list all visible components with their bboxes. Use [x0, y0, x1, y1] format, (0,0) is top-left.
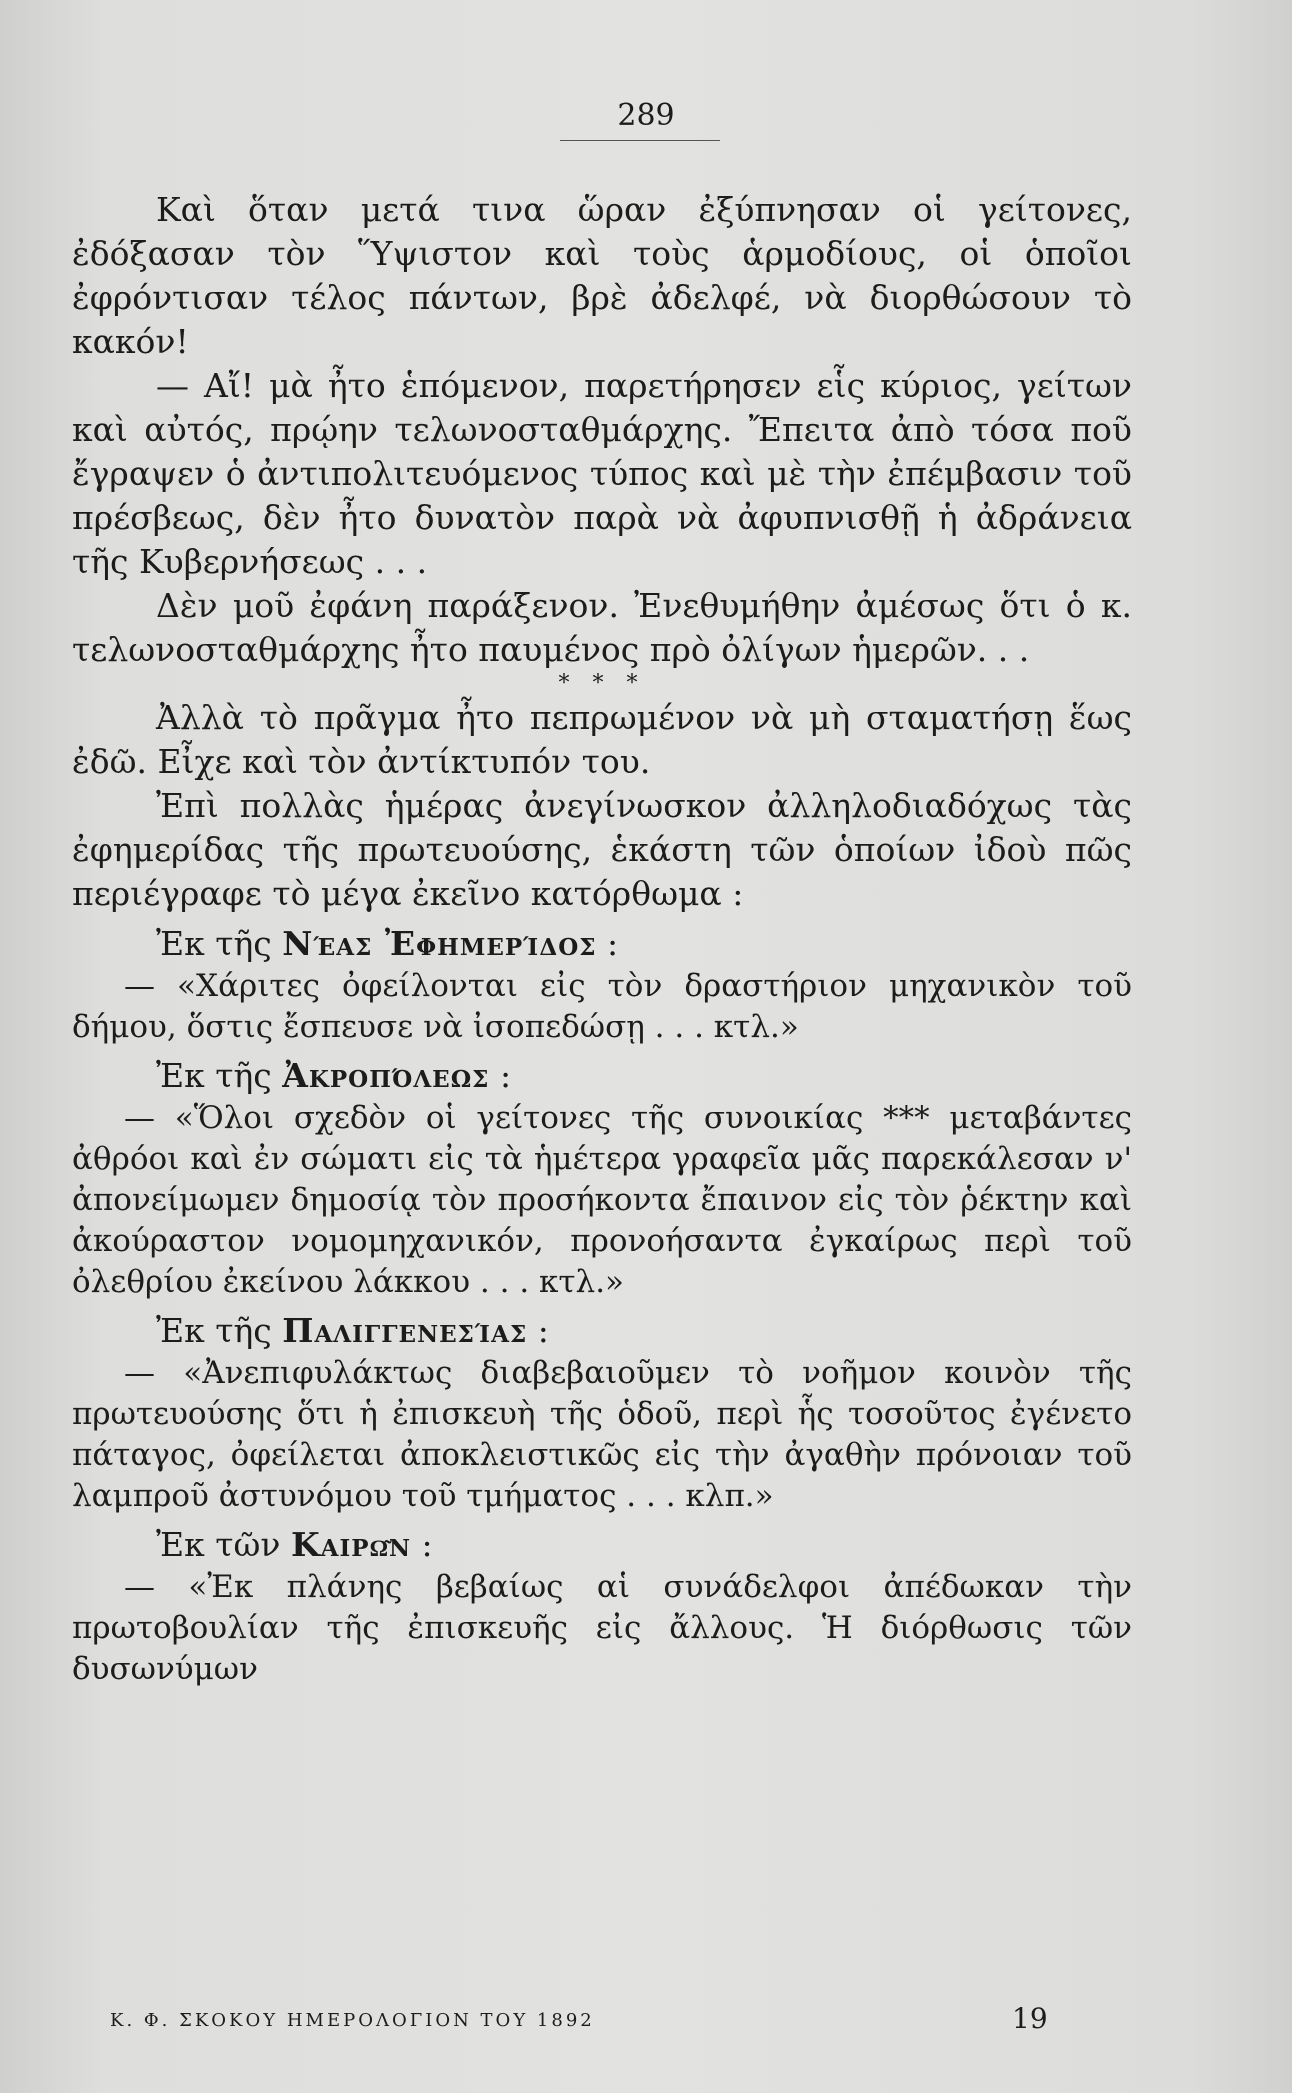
quote-source-colon: :: [537, 1311, 549, 1350]
quote-text: — «Ἐκ πλάνης βεβαίως αἱ συνάδελφοι ἀπέδωκαν τὴν πρωτοβουλίαν τῆς ἐπισκευῆς εἰς ἄλλους. Ἡ διόρθωσις τῶν δυσωνύμων: [72, 1569, 1132, 1687]
quote-source-prefix: Ἐκ τῶν: [156, 1525, 281, 1564]
body-text: [72, 188, 1132, 1690]
page-number: 289: [617, 98, 675, 133]
quote-text: — «Ἀνεπιφυλάκτως διαβεβαιοῦμεν τὸ νοῆμον κοινὸν τῆς πρωτευούσης ὅτι ἡ ἐπισκευὴ τῆς ὁδοῦ, περὶ ἧς τοσοῦτος ἐγένετο πάταγος, ὀφείλεται ἀποκλειστικῶς εἰς τὴν ἀγαθὴν πρόνοιαν τοῦ λαμπροῦ ἀστυνόμου τοῦ τμήματος . . . κλπ.»: [72, 1355, 1132, 1514]
paragraph: Ἀλλὰ τὸ πρᾶγμα ἦτο πεπρωμένον νὰ μὴ σταματήσῃ ἕως ἐδῶ. Εἶχε καὶ τὸν ἀντίκτυπόν του.: [72, 698, 1132, 781]
quote-source-name: Παλιγγενεσίας: [282, 1311, 528, 1350]
page-number-rule: [560, 140, 720, 141]
quote-source-name: Ἀκροπόλεως: [282, 1056, 490, 1095]
quote-source: [156, 1523, 1132, 1567]
section-separator: * * *: [558, 671, 646, 696]
paragraph: Δὲν μοῦ ἐφάνη παράξενον. Ἐνεθυμήθην ἀμέσως ὅτι ὁ κ. τελωνοσταθμάρχης ἦτο παυμένος πρὸ ὀλίγων ἡμερῶν. . .: [72, 586, 1132, 669]
quote-source-name: Καιρῶν: [291, 1525, 412, 1564]
paragraph: Ἐπὶ πολλὰς ἡμέρας ἀνεγίνωσκον ἀλληλοδιαδόχως τὰς ἐφημερίδας τῆς πρωτευούσης, ἑκάστη τῶν ὁποίων ἰδοὺ πῶς περιέγραφε τὸ μέγα ἐκεῖνο κατόρθωμα :: [72, 786, 1132, 913]
quote-text: — «Χάριτες ὀφείλονται εἰς τὸν δραστήριον μηχανικὸν τοῦ δήμου, ὅστις ἔσπευσε νὰ ἰσοπεδώσῃ . . . κτλ.»: [72, 968, 1132, 1045]
paragraph: — Αἴ! μὰ ἦτο ἑπόμενον, παρετήρησεν εἷς κύριος, γείτων καὶ αὐτός, πρῴην τελωνοσταθμάρχης. Ἔπειτα ἀπὸ τόσα ποῦ ἔγραψεν ὁ ἀντιπολιτευόμενος τύπος καὶ μὲ τὴν ἐπέμβασιν τοῦ πρέσβεως, δὲν ἦτο δυνατὸν παρὰ νὰ ἀφυπνισθῇ ἡ ἀδράνεια τῆς Κυβερνήσεως . . .: [72, 366, 1132, 581]
quote-source-name: Νέας Ἐφημερίδος: [282, 924, 597, 963]
quote-text: — «Ὅλοι σχεδὸν οἱ γείτονες τῆς συνοικίας *** μεταβάντες ἀθρόοι καὶ ἐν σώματι εἰς τὰ ἡμέτερα γραφεῖα μᾶς παρεκάλεσαν ν' ἀπονείμωμεν δημοσίᾳ τὸν προσήκοντα ἔπαινον εἰς τὸν ῥέκτην καὶ ἀκούραστον νομομηχανικόν, προνοήσαντα ἐγκαίρως περὶ τοῦ ὀλεθρίου ἐκείνου λάκκου . . . κτλ.»: [72, 1100, 1132, 1300]
quote-source: [156, 1054, 1132, 1098]
quote-source: [156, 922, 1132, 966]
quote-source-prefix: Ἐκ τῆς: [156, 1056, 272, 1095]
running-footer: Κ. Φ. ΣΚΟΚΟΥ ΗΜΕΡΟΛΟΓΙΟΝ ΤΟΥ 1892: [110, 2010, 595, 2031]
quote-source-prefix: Ἐκ τῆς: [156, 924, 272, 963]
quote-source-colon: :: [499, 1056, 512, 1095]
quote-source-colon: :: [607, 924, 619, 963]
paragraph: Καὶ ὅταν μετά τινα ὥραν ἐξύπνησαν οἱ γείτονες, ἐδόξασαν τὸν Ὕψιστον καὶ τοὺς ἁρμοδίους, οἱ ὁποῖοι ἐφρόντισαν τέλος πάντων, βρὲ ἀδελφέ, νὰ διορθώσουν τὸ κακόν!: [72, 190, 1132, 361]
signature-mark: 19: [1012, 2002, 1048, 2035]
quote-source-prefix: Ἐκ τῆς: [156, 1311, 272, 1350]
quote-source: [156, 1309, 1132, 1353]
quote-source-colon: :: [421, 1525, 433, 1564]
